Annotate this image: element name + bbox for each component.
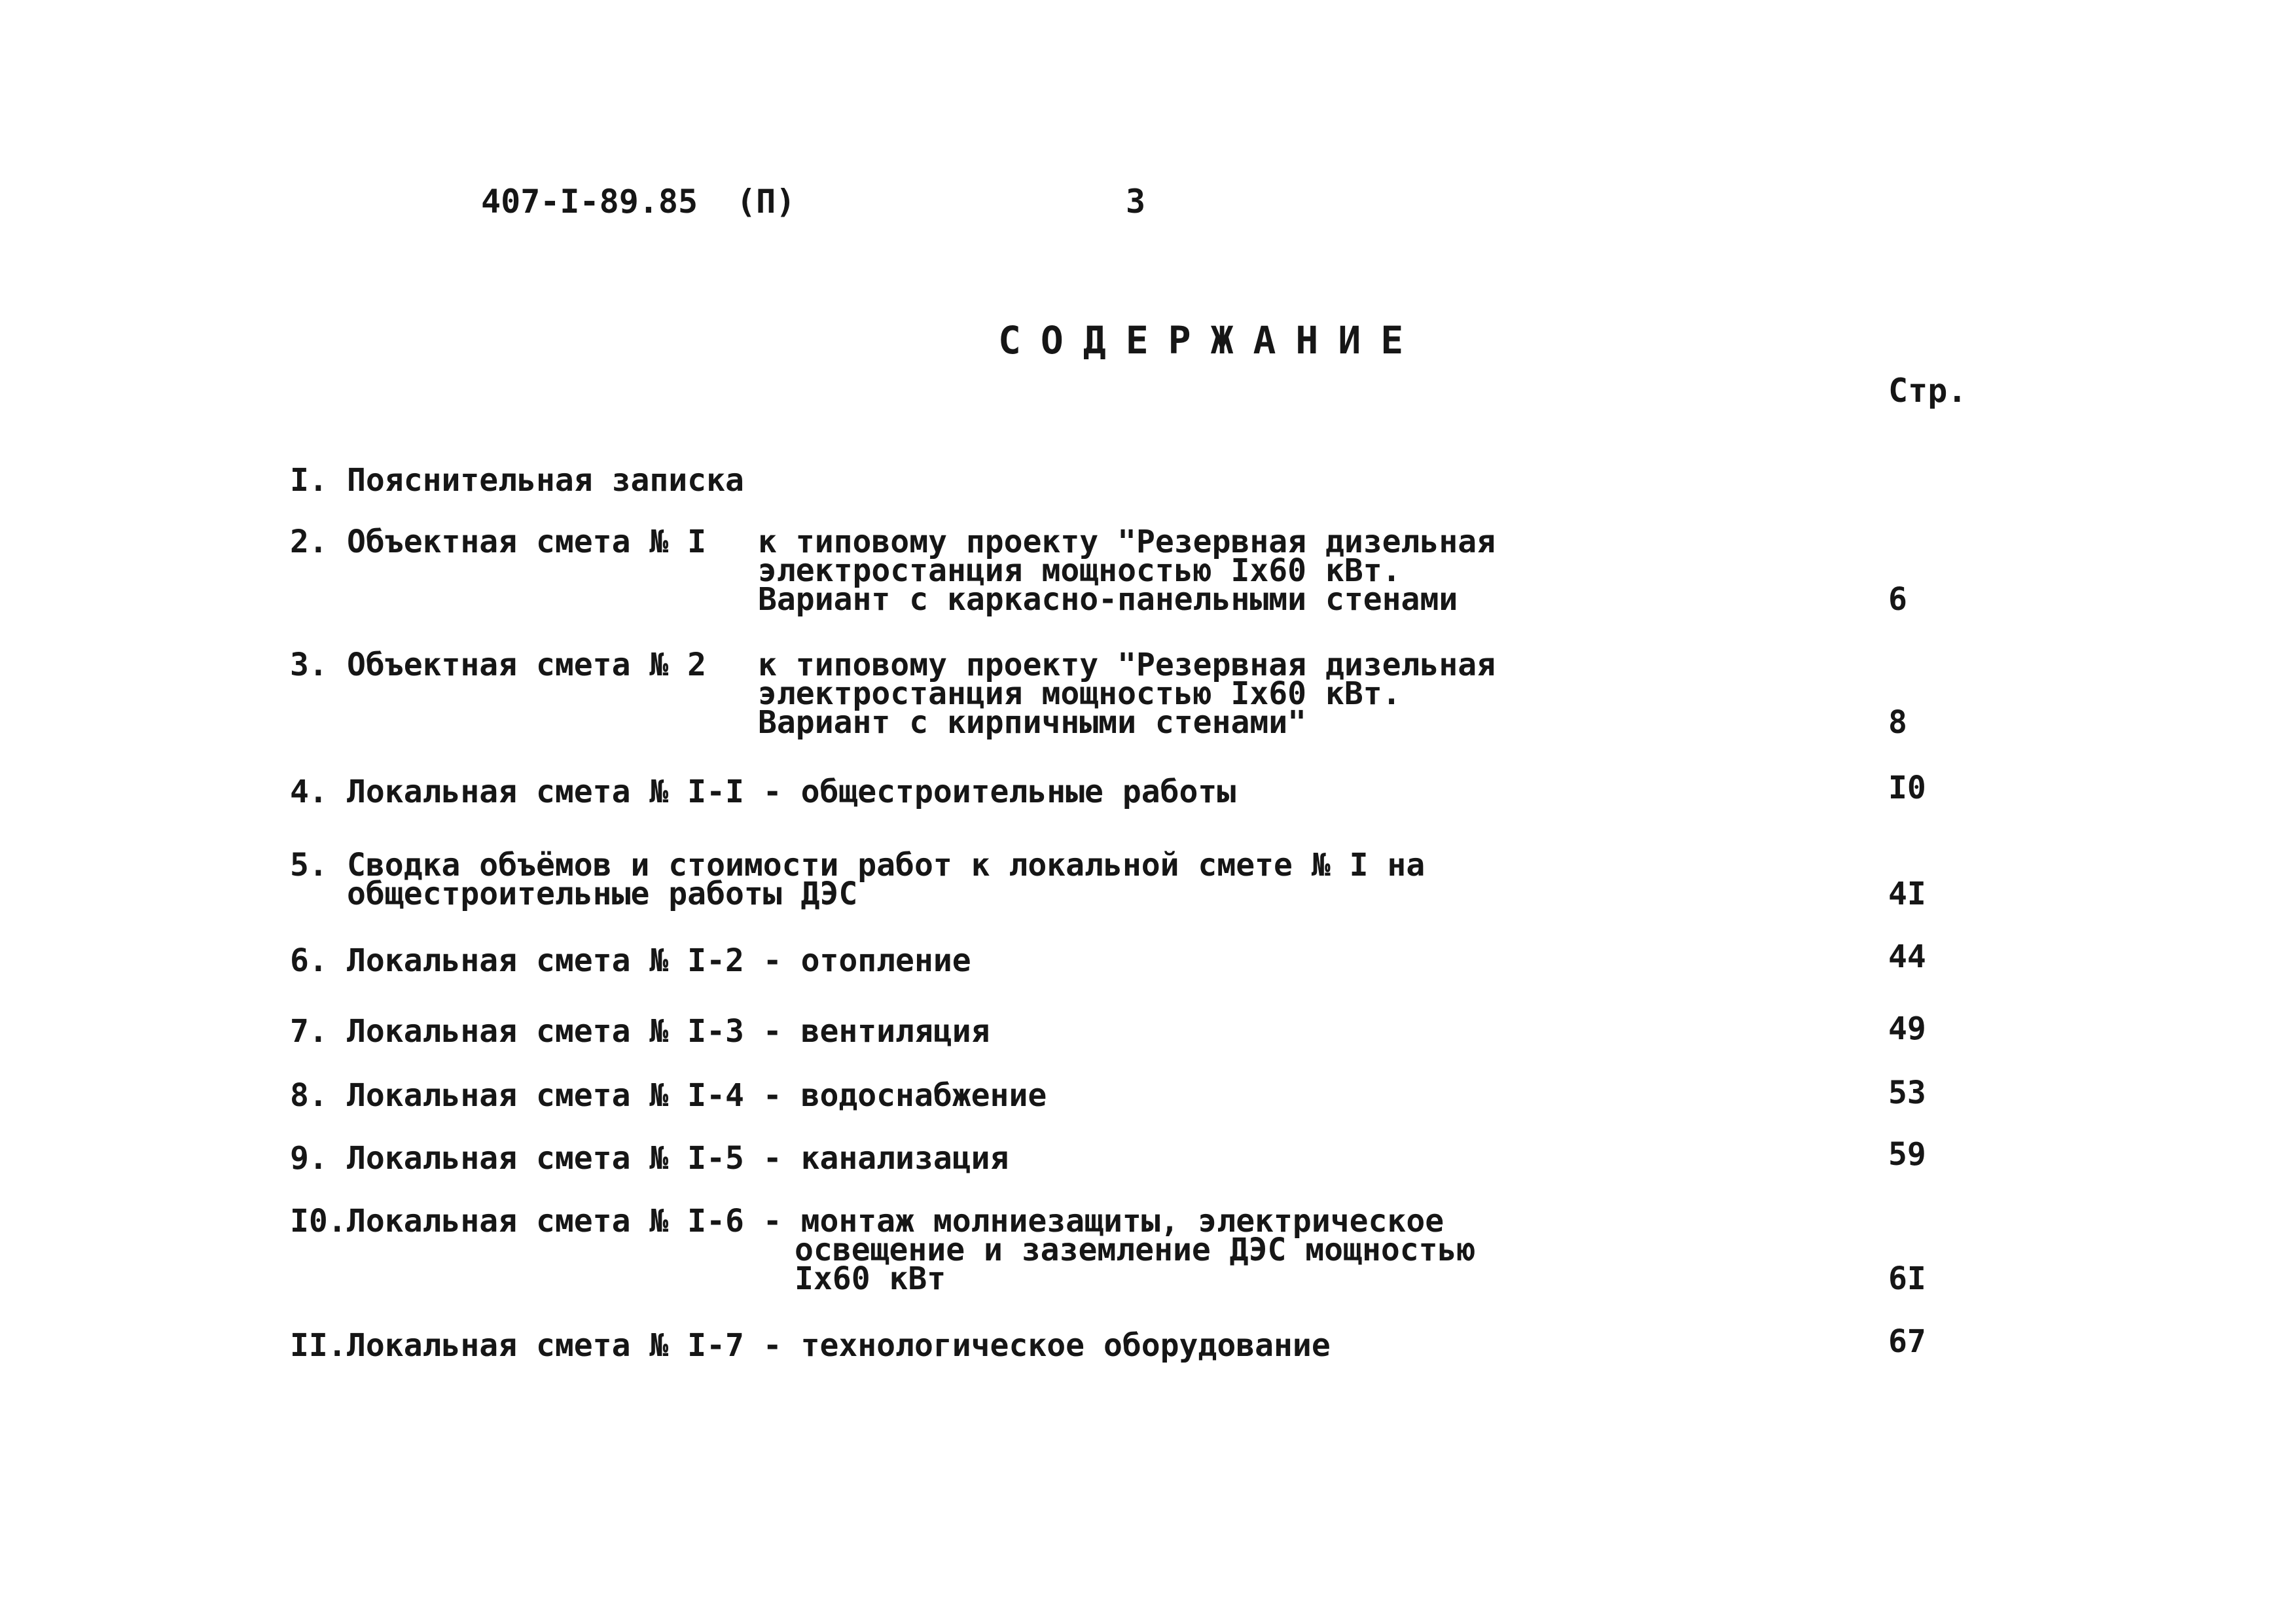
toc-entry-title: Локальная смета № I-3 - вентиляция <box>347 1013 990 1050</box>
toc-entry-title: Локальная смета № I-2 - отопление <box>347 942 971 979</box>
toc-entry-number: II. <box>290 1327 347 1364</box>
toc-entry-title: Локальная смета № I-5 - канализация <box>347 1140 1009 1177</box>
toc-entry-description-line: электростанция мощностью Iх60 кВт. <box>758 675 1401 712</box>
pages-column-label: Стр. <box>1888 372 1967 410</box>
toc-entry-title: Локальная смета № I-I - общестроительные работы <box>347 774 1236 810</box>
toc-entry-page: 4I <box>1888 876 1926 912</box>
toc-entry-title-line: Сводка объёмов и стоимости работ к локальной смете № I на <box>347 847 1426 883</box>
toc-entry-page: 44 <box>1888 938 1926 975</box>
toc-entry-number: 3. <box>290 647 328 683</box>
toc-entry-page: 49 <box>1888 1010 1926 1047</box>
toc-entry-number: 7. <box>290 1013 328 1050</box>
toc-entry-title: Локальная смета № I-7 - технологическое оборудование <box>347 1327 1331 1364</box>
toc-entry-description-line: Iх60 кВт <box>795 1260 946 1297</box>
toc-entry-number: 9. <box>290 1140 328 1177</box>
toc-entry-title: Пояснительная записка <box>347 462 744 499</box>
toc-entry-page: I0 <box>1888 770 1926 806</box>
toc-entry-page: 8 <box>1888 704 1907 741</box>
toc-entry-number: I. <box>290 462 328 499</box>
document-part: (П) <box>736 183 796 221</box>
toc-entry-title-line: общестроительные работы ДЭС <box>347 876 858 912</box>
toc-entry-page: 53 <box>1888 1075 1926 1111</box>
page-title: СОДЕРЖАНИЕ <box>998 318 1424 363</box>
toc-entry-description-line: к типовому проекту "Резервная дизельная <box>758 524 1496 560</box>
toc-entry-page: 6 <box>1888 581 1907 618</box>
toc-entry-description-line: электростанция мощностью Iх60 кВт. <box>758 552 1401 589</box>
toc-entry-description-line: освещение и заземление ДЭС мощностью <box>795 1232 1476 1268</box>
document-header <box>0 175 2296 228</box>
toc-entry-title: Локальная смета № I-6 - монтаж молниезащиты, электрическое <box>347 1203 1444 1240</box>
toc-entry-page: 59 <box>1888 1136 1926 1173</box>
toc-entry-page: 67 <box>1888 1323 1926 1360</box>
toc-entry-title: Локальная смета № I-4 - водоснабжение <box>347 1077 1047 1114</box>
toc-entry-number: 6. <box>290 942 328 979</box>
toc-entry-title: Объектная смета № 2 <box>347 647 707 683</box>
toc-entry-title: Объектная смета № I <box>347 524 707 560</box>
toc-entry-number: 2. <box>290 524 328 560</box>
toc-entry-number: 5. <box>290 847 328 883</box>
document-code: 407-I-89.85 <box>481 183 698 221</box>
toc-entry-page: 6I <box>1888 1260 1926 1297</box>
toc-entry-number: 4. <box>290 774 328 810</box>
toc-entry-number: I0. <box>290 1203 347 1240</box>
toc-entry-number: 8. <box>290 1077 328 1114</box>
toc-entry-description-line: к типовому проекту "Резервная дизельная <box>758 647 1496 683</box>
toc-entry-description-line: Вариант с кирпичными стенами" <box>758 704 1307 741</box>
page-number: 3 <box>1126 183 1146 221</box>
toc-entry-description-line: Вариант с каркасно-панельными стенами <box>758 581 1458 618</box>
